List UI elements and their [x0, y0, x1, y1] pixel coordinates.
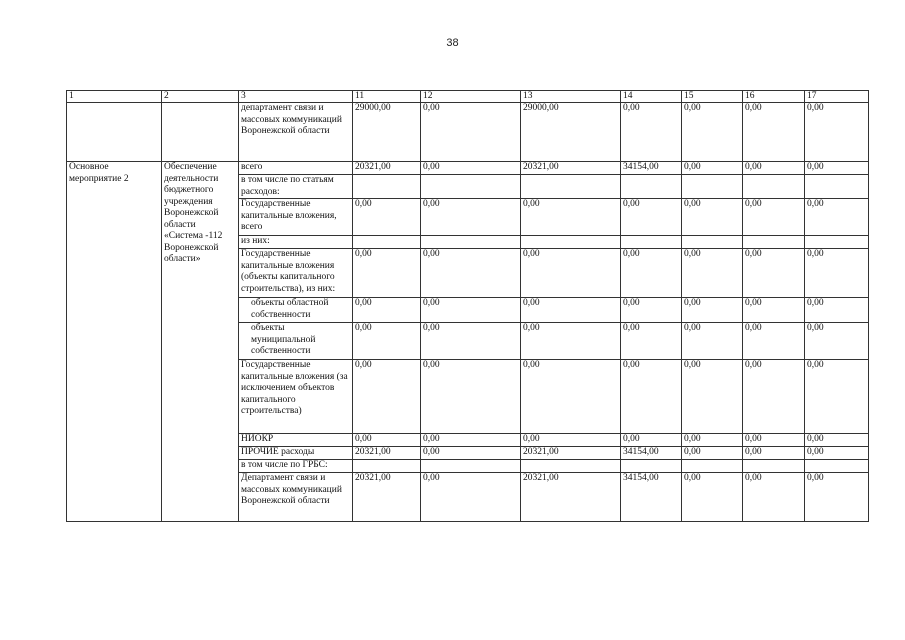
value-cell: [805, 236, 869, 249]
value-cell: 29000,00: [353, 103, 421, 162]
value-cell: 0,00: [421, 434, 521, 447]
row-label: Основное мероприятие 2: [67, 162, 162, 522]
value-cell: 29000,00: [521, 103, 621, 162]
page-number: 38: [446, 37, 459, 49]
value-cell: [353, 175, 421, 199]
value-cell: 0,00: [743, 360, 805, 434]
value-cell: 0,00: [743, 447, 805, 460]
value-cell: 0,00: [743, 162, 805, 175]
value-cell: 0,00: [621, 298, 682, 323]
value-cell: 0,00: [682, 360, 743, 434]
table-row: [67, 162, 869, 175]
row-label: ПРОЧИЕ расходы: [239, 447, 353, 460]
value-cell: [743, 236, 805, 249]
value-cell: 0,00: [743, 199, 805, 236]
value-cell: 0,00: [421, 447, 521, 460]
row-label: департамент связи и массовых коммуникаций Воронежской области: [239, 103, 353, 162]
value-cell: 0,00: [353, 360, 421, 434]
value-cell: 0,00: [353, 434, 421, 447]
row-label: в том числе по ГРБС:: [239, 460, 353, 473]
empty-cell: [162, 103, 239, 162]
value-cell: [521, 175, 621, 199]
value-cell: 0,00: [805, 360, 869, 434]
value-cell: 20321,00: [521, 473, 621, 522]
header-cell: 2: [162, 91, 239, 103]
value-cell: 0,00: [743, 249, 805, 298]
value-cell: 34154,00: [621, 473, 682, 522]
value-cell: 0,00: [743, 298, 805, 323]
row-label: Департамент связи и массовых коммуникаций Воронежской области: [239, 473, 353, 522]
value-cell: 0,00: [805, 447, 869, 460]
value-cell: 0,00: [421, 360, 521, 434]
value-cell: 0,00: [521, 298, 621, 323]
value-cell: 0,00: [805, 162, 869, 175]
value-cell: [743, 175, 805, 199]
value-cell: [743, 460, 805, 473]
row-label: объекты муниципальной собственности: [239, 323, 353, 360]
value-cell: [353, 460, 421, 473]
value-cell: 0,00: [421, 323, 521, 360]
value-cell: [682, 460, 743, 473]
value-cell: 0,00: [521, 323, 621, 360]
value-cell: 0,00: [421, 473, 521, 522]
value-cell: 34154,00: [621, 162, 682, 175]
value-cell: [353, 236, 421, 249]
value-cell: 0,00: [353, 323, 421, 360]
value-cell: 0,00: [353, 199, 421, 236]
value-cell: [682, 175, 743, 199]
value-cell: 0,00: [621, 323, 682, 360]
value-cell: [805, 460, 869, 473]
value-cell: 0,00: [682, 473, 743, 522]
value-cell: [421, 460, 521, 473]
value-cell: 0,00: [521, 199, 621, 236]
value-cell: 0,00: [421, 103, 521, 162]
header-cell: 11: [353, 91, 421, 103]
value-cell: 20321,00: [521, 162, 621, 175]
value-cell: 20321,00: [521, 447, 621, 460]
row-label: Государственные капитальные вложения (за исключением объектов капитального строительства): [239, 360, 353, 434]
value-cell: 0,00: [805, 199, 869, 236]
value-cell: 0,00: [805, 298, 869, 323]
value-cell: 0,00: [621, 434, 682, 447]
value-cell: 0,00: [805, 103, 869, 162]
row-label: всего: [239, 162, 353, 175]
value-cell: 0,00: [421, 162, 521, 175]
value-cell: [521, 236, 621, 249]
value-cell: 0,00: [682, 199, 743, 236]
value-cell: 20321,00: [353, 447, 421, 460]
header-cell: 3: [239, 91, 353, 103]
empty-cell: [67, 103, 162, 162]
value-cell: 0,00: [805, 249, 869, 298]
header-cell: 15: [682, 91, 743, 103]
row-label: из них:: [239, 236, 353, 249]
value-cell: [421, 175, 521, 199]
value-cell: 0,00: [743, 434, 805, 447]
value-cell: 34154,00: [621, 447, 682, 460]
row-label: Обеспечение деятельности бюджетного учреждения Воронежской области «Система -112 Воронежской области»: [162, 162, 239, 522]
value-cell: 0,00: [805, 323, 869, 360]
value-cell: 0,00: [682, 103, 743, 162]
header-cell: 14: [621, 91, 682, 103]
header-cell: 12: [421, 91, 521, 103]
table-header-row: [67, 91, 869, 103]
value-cell: 0,00: [805, 434, 869, 447]
value-cell: 0,00: [353, 249, 421, 298]
value-cell: 0,00: [421, 199, 521, 236]
value-cell: [805, 175, 869, 199]
value-cell: 0,00: [421, 249, 521, 298]
value-cell: 20321,00: [353, 162, 421, 175]
value-cell: 0,00: [682, 323, 743, 360]
value-cell: 0,00: [682, 298, 743, 323]
table-row: [67, 103, 869, 162]
value-cell: [421, 236, 521, 249]
row-label: в том числе по статьям расходов:: [239, 175, 353, 199]
row-label: Государственные капитальные вложения, всего: [239, 199, 353, 236]
header-cell: 13: [521, 91, 621, 103]
value-cell: 0,00: [621, 103, 682, 162]
value-cell: 0,00: [682, 447, 743, 460]
value-cell: 0,00: [743, 323, 805, 360]
value-cell: 0,00: [621, 199, 682, 236]
value-cell: 0,00: [682, 249, 743, 298]
value-cell: 0,00: [353, 298, 421, 323]
value-cell: 0,00: [521, 249, 621, 298]
value-cell: [621, 460, 682, 473]
value-cell: 0,00: [621, 360, 682, 434]
value-cell: 0,00: [805, 473, 869, 522]
value-cell: 0,00: [421, 298, 521, 323]
value-cell: 0,00: [682, 434, 743, 447]
value-cell: [682, 236, 743, 249]
row-label: объекты областной собственности: [239, 298, 353, 323]
budget-table: [66, 90, 869, 522]
value-cell: [521, 460, 621, 473]
value-cell: 0,00: [621, 249, 682, 298]
value-cell: 0,00: [521, 434, 621, 447]
value-cell: 0,00: [743, 103, 805, 162]
value-cell: [621, 236, 682, 249]
value-cell: 0,00: [521, 360, 621, 434]
value-cell: 20321,00: [353, 473, 421, 522]
value-cell: [621, 175, 682, 199]
row-label: НИОКР: [239, 434, 353, 447]
header-cell: 1: [67, 91, 162, 103]
header-cell: 16: [743, 91, 805, 103]
value-cell: 0,00: [743, 473, 805, 522]
header-cell: 17: [805, 91, 869, 103]
value-cell: 0,00: [682, 162, 743, 175]
row-label: Государственные капитальные вложения (объекты капитального строительства), из них:: [239, 249, 353, 298]
